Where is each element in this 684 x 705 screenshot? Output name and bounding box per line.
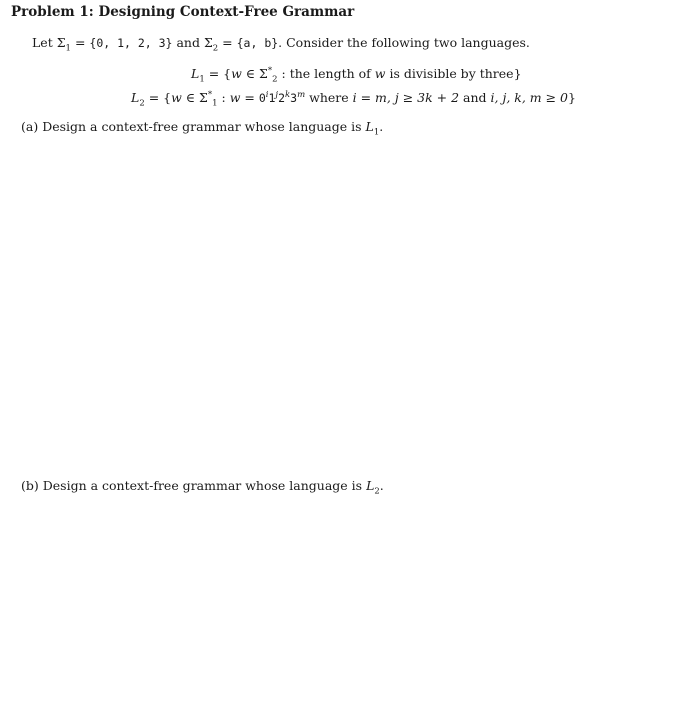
colon: : bbox=[277, 66, 290, 81]
part-b-language-subscript: 2 bbox=[374, 486, 380, 497]
exponent-j: j bbox=[275, 89, 279, 100]
part-b-end: . bbox=[379, 478, 384, 493]
sigma1-set: {0, 1, 2, 3} bbox=[89, 36, 173, 50]
l2-alphabet: Σ bbox=[199, 90, 208, 105]
symbol-2: 2 bbox=[278, 91, 285, 105]
exponent-k: k bbox=[285, 89, 291, 100]
colon: : bbox=[217, 90, 230, 105]
l2-subscript: 2 bbox=[139, 98, 145, 109]
symbol-0: 0 bbox=[258, 91, 266, 105]
sigma1-symbol: Σ bbox=[56, 35, 66, 50]
l1-desc-b: is divisible by three bbox=[385, 66, 514, 81]
symbol-1: 1 bbox=[268, 91, 276, 105]
part-b-label: (b) bbox=[21, 478, 39, 493]
part-b-language: L bbox=[366, 478, 375, 493]
part-a-language: L bbox=[365, 119, 374, 134]
part-a-language-subscript: 1 bbox=[373, 127, 380, 138]
equals-sign: = bbox=[218, 35, 237, 50]
part-b-question bbox=[21, 478, 384, 497]
in-symbol: ∈ bbox=[181, 90, 200, 105]
exponent-m: m bbox=[297, 89, 306, 100]
set-open: = { bbox=[204, 66, 232, 81]
l1-subscript: 1 bbox=[199, 74, 205, 85]
and-word: and bbox=[172, 35, 204, 50]
and-word: and bbox=[459, 90, 491, 105]
sigma2-set: {a, b} bbox=[236, 36, 279, 50]
part-a-label: (a) bbox=[21, 119, 39, 134]
intro-statement bbox=[32, 35, 530, 54]
kleene-star: * bbox=[267, 65, 273, 76]
intro-prefix: Let bbox=[32, 35, 57, 50]
kleene-star: * bbox=[207, 89, 213, 100]
part-a-text: Design a context-free grammar whose language is bbox=[38, 119, 366, 134]
in-symbol: ∈ bbox=[241, 66, 260, 81]
sigma2-symbol: Σ bbox=[203, 35, 213, 50]
part-a-answer-area[interactable] bbox=[21, 140, 661, 470]
equals-sign: = bbox=[240, 90, 259, 105]
intro-suffix: . Consider the following two languages. bbox=[278, 35, 530, 50]
l1-var: w bbox=[231, 66, 242, 81]
l2-name: L bbox=[131, 90, 140, 105]
set-close: } bbox=[513, 66, 522, 81]
sigma2-subscript: 2 bbox=[212, 43, 219, 54]
l2-var: w bbox=[171, 90, 182, 105]
part-a-question bbox=[21, 119, 384, 138]
symbol-3: 3 bbox=[290, 91, 298, 105]
part-b-text: Design a context-free grammar whose language is bbox=[38, 478, 367, 493]
set-close: } bbox=[568, 90, 576, 105]
l1-desc-var: w bbox=[374, 66, 386, 81]
l2-var-2: w bbox=[229, 90, 241, 105]
sigma1-subscript: 1 bbox=[65, 43, 71, 54]
l2-definition bbox=[131, 89, 576, 109]
part-a-end: . bbox=[379, 119, 384, 134]
equals-sign: = bbox=[70, 35, 90, 50]
condition-1: i = m, j ≥ 3k + 2 bbox=[352, 90, 460, 105]
l2-alphabet-subscript: 1 bbox=[212, 98, 218, 109]
l1-definition bbox=[191, 65, 522, 85]
where-word: where bbox=[305, 90, 353, 105]
l1-alphabet: Σ bbox=[259, 66, 268, 81]
set-open: = { bbox=[144, 90, 172, 105]
part-b-answer-area[interactable] bbox=[21, 500, 661, 695]
condition-2: i, j, k, m ≥ 0 bbox=[490, 90, 569, 105]
exponent-i: i bbox=[265, 89, 269, 100]
l1-alphabet-subscript: 2 bbox=[272, 74, 278, 85]
problem-title: Problem 1: Designing Context-Free Grammar bbox=[11, 4, 355, 20]
l1-name: L bbox=[191, 66, 200, 81]
l1-desc-a: the length of bbox=[289, 66, 375, 81]
